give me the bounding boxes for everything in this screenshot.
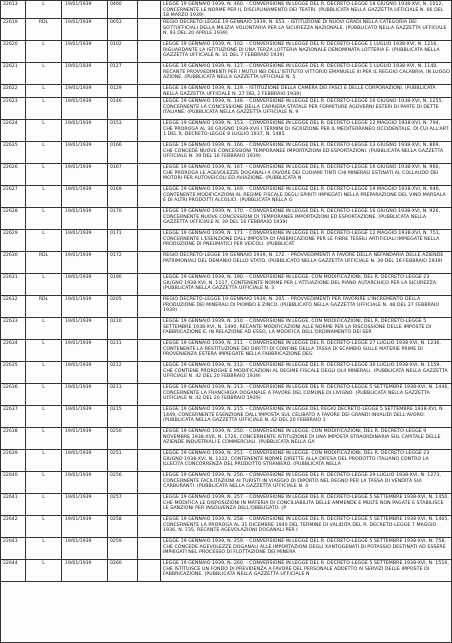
act-code: 0260 bbox=[108, 560, 138, 581]
act-code: 0213 bbox=[108, 384, 138, 405]
table-row bbox=[1, 98, 451, 120]
record-number: 22638 bbox=[1, 428, 26, 449]
blank-column bbox=[138, 494, 161, 515]
table-row bbox=[1, 494, 451, 516]
act-code: 0258 bbox=[108, 516, 138, 537]
table-row bbox=[1, 1, 451, 19]
record-number: 22642 bbox=[1, 516, 26, 537]
table-row bbox=[1, 472, 451, 494]
act-code: 0153 bbox=[108, 120, 138, 141]
act-description: LEGGE 19 GENNAIO 1939, N. 251. - CONVERSIONE IN LEGGE, CON MODIFICAZIONI, DEL R. DECRETO-LEGGE 23 GIUGNO 1938-XVI, N. 1112, CONTENENTE NORME DIRETTE ALLA DIFESA DEL PRODOTTO ITALIANO CONTRO LA ILLECITA CONCORRENZA DEL PRODOTTO STRANIERO. (PUBBLICATA NELLA bbox=[163, 451, 430, 467]
record-number: 22613 bbox=[1, 1, 26, 18]
table-row bbox=[1, 230, 451, 252]
record-number: 22630 bbox=[1, 252, 26, 273]
act-date: 19/01/1939 bbox=[62, 142, 108, 163]
act-type: RDL bbox=[26, 296, 62, 317]
act-type: L bbox=[26, 384, 62, 405]
blank-column bbox=[138, 472, 161, 493]
act-code: 0205 bbox=[108, 296, 138, 317]
blank-column bbox=[138, 208, 161, 229]
act-type: L bbox=[26, 164, 62, 185]
record-number: 22628 bbox=[1, 208, 26, 229]
table-row bbox=[1, 274, 451, 296]
act-type: L bbox=[26, 41, 62, 62]
table-row bbox=[1, 252, 451, 274]
act-code: 0129 bbox=[108, 85, 138, 97]
table-row bbox=[1, 142, 451, 164]
act-type: L bbox=[26, 318, 62, 339]
act-code: 0251 bbox=[108, 450, 138, 471]
act-description: LEGGE 19 GENNAIO 1939, N. 102. - CONVERSIONE IN LEGGE DEL R. DECRETO-LEGGE 1 LUGLIO 1938-XVI, N. 1216, RIGUARDANTE LA ISTITUZIONE DI UNA TERZA LOTTERIA NAZIONALE DENOMINATA LOTTERIA E. (PUBBLICATA NELLA GAZZETTA UFFICIALE N. 31 DEL 7 FEBBRAIO 1939) bbox=[163, 42, 440, 58]
act-type: L bbox=[26, 538, 62, 559]
act-date: 19/01/1939 bbox=[62, 538, 108, 559]
act-date: 19/01/1939 bbox=[62, 252, 108, 273]
act-type: L bbox=[26, 63, 62, 84]
blank-column bbox=[138, 274, 161, 295]
act-type: L bbox=[26, 85, 62, 97]
record-number: 22627 bbox=[1, 186, 26, 207]
table-row bbox=[1, 19, 451, 41]
blank-column bbox=[138, 296, 161, 317]
record-number: 22621 bbox=[1, 63, 26, 84]
act-description: LEGGE 19 GENNAIO 1939, N. 166. - CONVERSIONE IN LEGGE DEL R. DECRETO-LEGGE 13 GIUGNO 1938-XVI, N. 869, CHE CONCEDE NUOVE CONCESSIONI TEMPORANEE IMPORTAZIONI ED ESPORTAZIONI. (PUBBLICATA NELLA GAZZETTA UFFICIALE N. 39 DEL 16 FEBBRAIO 1939) bbox=[163, 143, 444, 159]
act-date: 19/01/1939 bbox=[62, 230, 108, 251]
act-date: 19/01/1939 bbox=[62, 63, 108, 84]
act-code: 0215 bbox=[108, 406, 138, 427]
record-number: 22637 bbox=[1, 406, 26, 427]
record-number: 22639 bbox=[1, 450, 26, 471]
blank-column bbox=[138, 538, 161, 559]
act-type: L bbox=[26, 450, 62, 471]
act-date: 19/01/1939 bbox=[62, 19, 108, 40]
act-date: 19/01/1939 bbox=[62, 164, 108, 185]
table-row bbox=[1, 120, 451, 142]
blank-column bbox=[138, 252, 161, 273]
act-code: 0212 bbox=[108, 362, 138, 383]
table-row bbox=[1, 318, 451, 340]
act-description: LEGGE 19 GENNAIO 1939, N. 167. - CONVERSIONE IN LEGGE DEL R. DECRETO-LEGGE 16 GIUGNO 1938-XVI, N. 960, CHE PROROGA LE AGEVOLEZZE DOGANALI A FAVORE DEI CUOIAMI TINTI CHI MINERALI ESTINATI AL COLLAUDO DEI MOTORI PER AUTOVEICOLI ED AVIAZIONE. (PUBBLICATA N bbox=[163, 165, 441, 181]
act-date: 19/01/1939 bbox=[62, 560, 108, 581]
act-date: 19/01/1939 bbox=[62, 85, 108, 97]
act-description: LEGGE 19 GENNAIO 1939, N. 146. - CONVERSIONE IN LEGGE DEL R. DECRETO-LEGGE 16 GIUGNO 1938-XVI, N. 1255, CONCERNENTE LA CONCESSIONE DELLA CARRIERA STATALE PER FORMITURE AGOVERNI ESTERI DI PARTE DI DETTE ITALIANE. (PUBBLICATA NELLA GAZZETTA UFFICIALE N. 9 bbox=[163, 99, 444, 115]
act-date: 19/01/1939 bbox=[62, 318, 108, 339]
table-row bbox=[1, 296, 451, 318]
act-code: 0460 bbox=[108, 1, 138, 18]
act-date: 19/01/1939 bbox=[62, 340, 108, 361]
act-date: 19/01/1939 bbox=[62, 406, 108, 427]
act-code: 0211 bbox=[108, 340, 138, 361]
act-date: 19/01/1939 bbox=[62, 362, 108, 383]
act-description: LEGGE 19 GENNAIO 1939, N. 170. - CONVERSIONE IN LEGGE DEL R. DECRETO-LEGGE 16 GIUGNO 1938-XVI, N. 926, CONCERNENTE NUOVE CONCESSIONI DI TEMPORANEE IMPORTAZIONI ED ESPORTAZIONE. (PUBBLICATA NELLA GAZZETTA UFFICIALE N. 39 DEL 16 FEBBRAIO 1939) bbox=[163, 209, 441, 225]
act-code: 0256 bbox=[108, 472, 138, 493]
act-description: LEGGE 19 GENNAIO 1939, N. 256. - CONVERSIONE IN LEGGE DEL R. DECRETO-LEGGE 29 LUGLIO 1938-XVI, N. 1273, CONCERNENTE FACILITAZIONI AI TURISTI IN VIAGGIO DI DIPORTO NEL REGNO PER LA TASSA DI VENDITA SUI CARBURANTI. (PUBBLICATA NELLA GAZZETTA UFFICIALE N. 4 bbox=[163, 473, 441, 489]
record-number: 22632 bbox=[1, 296, 26, 317]
act-type: L bbox=[26, 516, 62, 537]
act-date: 19/01/1939 bbox=[62, 274, 108, 295]
act-date: 19/01/1939 bbox=[62, 41, 108, 62]
blank-column bbox=[138, 85, 161, 97]
blank-column bbox=[138, 19, 161, 40]
act-code: 0171 bbox=[108, 230, 138, 251]
act-type: L bbox=[26, 494, 62, 515]
act-type: RDL bbox=[26, 252, 62, 273]
blank-column bbox=[138, 120, 161, 141]
table-row bbox=[1, 164, 451, 186]
record-number: 22641 bbox=[1, 494, 26, 515]
act-date: 19/01/1939 bbox=[62, 186, 108, 207]
act-code: 0259 bbox=[108, 538, 138, 559]
blank-column bbox=[138, 142, 161, 163]
blank-column bbox=[138, 186, 161, 207]
act-date: 19/01/1939 bbox=[62, 472, 108, 493]
act-description: LEGGE 19 GENNAIO 1939, N. 212. - CONVERSIONE IN LEGGE DEL R. DECRETO-LEGGE 30 LUGLIO 1938-XVI, N. 1159, CHE CONTIENE PROROGHE E MODIFICAZIONI AL REGIME FISCALE DEGLI OLII MINERALI. (PUBBLICATA NELLA GAZZETTA UFFICIALE N. 42 DEL 20 FEBBRAIO 1939) bbox=[163, 363, 448, 379]
act-code: 0166 bbox=[108, 142, 138, 163]
table-row bbox=[1, 384, 451, 406]
table-row bbox=[1, 428, 451, 450]
act-date: 19/01/1939 bbox=[62, 516, 108, 537]
act-code: 0210 bbox=[108, 318, 138, 339]
blank-column bbox=[138, 164, 161, 185]
record-number: 22622 bbox=[1, 85, 26, 97]
act-description: LEGGE 19 GENNAIO 1939, N. 260. - CONVERSIONE IN LEGGE DEL R. DECRETO-LEGGE 5 SETTEMBRE 1938-XVI, N. 1516, CHE ISTITUISCE UN FONDO DI PREVIDENZA A FAVORE DEL PERSONALE ADDETTO AI SERVIZI DELLE IMPOSTE DI FABBRICAZIONE. (PUBBLICATA NELLA GAZZETTA UFFICIALE N bbox=[163, 561, 449, 577]
act-description: LEGGE 19 GENNAIO 1939, N. 213. - CONVERSIONE IN LEGGE DEL R. DECRETO-LEGGE 5 SETTEMBRE 1938-XVI, N. 1446, CONCERNENTE LA FRANCHIGIA DOGANALE A FAVORE DEL COMUNE DI LIVIGNO. (PUBBLICATA NELLA GAZZETTA UFFICIALE N. 42 DEL 20 FEBBRAIO 1939) bbox=[163, 385, 449, 401]
table-row bbox=[1, 560, 451, 582]
act-date: 19/01/1939 bbox=[62, 98, 108, 119]
act-description: LEGGE 19 GENNAIO 1939, N. 250. - CONVERSIONE IN LEGGE, CON MODIFICAZIONI, DEL R. DECRETO-LEGGE 9 NOVEMBRE 1938-XVII, N. 1720, CONCERNENTE ISTITUZIONE DI UNA IMPOSTA STRAORDINARIA SUL CAPITALE DELLE AZIENDE INDUSTRIALI E COMMERCIALI. (PUBBLICATA NELLA GA bbox=[163, 429, 441, 445]
act-date: 19/01/1939 bbox=[62, 450, 108, 471]
table-row bbox=[1, 85, 451, 98]
act-description: LEGGE 19 GENNAIO 1939, N. 171. - CONVERSIONE IN LEGGE DEL R. DECRETO-LEGGE 12 MAGGIO 1938-XVI, N. 751, CONCERNENTE L'ESENZIONE DALL'IMPOSTA DI FABBRICAZIONE PER LE FIBRE TESSILI ARTIFICIALI IMPIEGATE NELLA PRODUZIONE DI PNEUMATICI PER VEICOLI. (PUBBLICAT bbox=[163, 231, 441, 247]
act-type: L bbox=[26, 274, 62, 295]
record-number: 22643 bbox=[1, 538, 26, 559]
act-type: L bbox=[26, 406, 62, 427]
act-type: L bbox=[26, 340, 62, 361]
act-date: 19/01/1939 bbox=[62, 120, 108, 141]
record-number: 22620 bbox=[1, 41, 26, 62]
record-number: 22624 bbox=[1, 120, 26, 141]
act-description: LEGGE 19 GENNAIO 1939, N. 257. - CONVERSIONE IN LEGGE DEL R. DECRETO-LEGGE 5 SETTEMBRE 1938-XVI, N. 1450, CHE MODIFICA LE DISPOSIZIONI IN MATERIA DI CONCILIABILITA DELLE AMMENDE E MULTE NON PAGATE E STABILISCE LE SANZIONI PER INSOLVENZA DELL'OBBLIGATO. (P bbox=[163, 495, 449, 511]
blank-column bbox=[138, 230, 161, 251]
act-code: 0170 bbox=[108, 208, 138, 229]
act-date: 19/01/1939 bbox=[62, 384, 108, 405]
act-type: RDL bbox=[26, 19, 62, 40]
table-row bbox=[1, 406, 451, 428]
blank-column bbox=[138, 98, 161, 119]
blank-column bbox=[138, 63, 161, 84]
blank-column bbox=[138, 41, 161, 62]
table-row bbox=[1, 208, 451, 230]
table-row bbox=[1, 186, 451, 208]
act-code: 0172 bbox=[108, 252, 138, 273]
act-description: REGIO DECRETO-LEGGE 19 GENNAIO 1939, N. 205. - PROVVEDIMENTI PER FAVORIRE L'INCREMENTO DELLA PRODUZIONE DEI MINERALI DI PIOMBO E ZINCO. (PUBBLICATO NELLA GAZZETTA UFFICIALE N. 48 DEL 27 FEBBRAIO 1939) bbox=[163, 297, 440, 313]
act-type: L bbox=[26, 208, 62, 229]
act-code: 0146 bbox=[108, 98, 138, 119]
table-row bbox=[1, 362, 451, 384]
blank-column bbox=[138, 362, 161, 383]
act-code: 0653 bbox=[108, 19, 138, 40]
record-number: 22633 bbox=[1, 318, 26, 339]
act-description: LEGGE 19 GENNAIO 1939, N. 460. - CONVERSIONE IN LEGGE DEL R. DECRETO-LEGGE 18 GIUGNO 1938-XVI, N. 1012, CONCERNENTE LE NORME PER IL DISCIPLINAMENTO DEI TEATRI. (PUBBLICATA NELLA GAZZETTA UFFICIALE N. 66 DEL 18 MARZO 1939) bbox=[163, 2, 444, 18]
act-type: L bbox=[26, 362, 62, 383]
act-code: 0250 bbox=[108, 428, 138, 449]
act-code: 0257 bbox=[108, 494, 138, 515]
record-number: 22629 bbox=[1, 230, 26, 251]
act-type: L bbox=[26, 98, 62, 119]
blank-column bbox=[138, 450, 161, 471]
blank-column bbox=[138, 428, 161, 449]
act-description: LEGGE 19 GENNAIO 1939, N. 153. - CONVERSIONE IN LEGGE DEL R. DECRETO-LEGGE 12 MAGGIO 1938-XVI, N. 794, CHE PROROGA AL 30 GIUGNO 1939-XVII I TERMINI DI ISCRIZIONE PER IL MEDITERRANEO OCCIDENTALE, DI CUI ALL'ART. 1 DEL R. DECRETO-LEGGE 8 LUGLIO 1937, N. 1485 bbox=[163, 121, 450, 137]
blank-column bbox=[138, 318, 161, 339]
record-number: 22634 bbox=[1, 340, 26, 361]
act-description: LEGGE 19 GENNAIO 1939, N. 129. - ISTITUZIONE DELLA CAMERA DEI FASCI E DELLE CORPORAZIONI. (PUBBLICATA NELLA GAZZETTA UFFICIALE N. 27 DEL 2 FEBBRAIO 1939) bbox=[163, 86, 436, 97]
record-number: 22644 bbox=[1, 560, 26, 581]
record-number: 22636 bbox=[1, 384, 26, 405]
act-type: L bbox=[26, 472, 62, 493]
act-description: LEGGE 19 GENNAIO 1939, N. 190. - CONVERSIONE IN LEGGE, CON MODIFICAZIONI, DEL R. DECRETO-LEGGE 23 GIUGNO 1938-XVI, N. 1117, CONTENENTE NORME PER L'ATTUAZIONE DEL PIANO AUTARCHICO PER LA SICUREZZA. (PUBBLICATA NELLA GAZZETTA UFFICIALE N. 3 bbox=[163, 275, 438, 291]
record-number: 22626 bbox=[1, 164, 26, 185]
act-code: 0102 bbox=[108, 41, 138, 62]
act-date: 19/01/1939 bbox=[62, 208, 108, 229]
blank-column bbox=[138, 340, 161, 361]
act-description: LEGGE 19 GENNAIO 1939, N. 215. - CONVERSIONE IN LEGGE DEL REGIO DECRETO-LEGGE 5 SETTEMBRE 1938-XVI, N. 1449, CONCERNENTE ESENZIONE DALL'IMPOSTA SUL CELIBATO A FAVORE DEI GRANDI INVALIDI DELL'AVORO. (PUBBLICATA NELLA GAZZETTA UFFICIALE N. 42 DEL 20 FEBBRAIO 1 bbox=[163, 407, 445, 423]
table-row bbox=[1, 450, 451, 472]
record-number: 22623 bbox=[1, 98, 26, 119]
act-code: 0167 bbox=[108, 164, 138, 185]
record-number: 22631 bbox=[1, 274, 26, 295]
act-description: LEGGE 19 GENNAIO 1939, N. 210. - CONVERSIONE IN LEGGE, CON MODIFICAZIONI, DEL R. DECRETO-LEGGE 5 SETTEMBRE 1938-XVI, N. 1490, RECANTE MODIFICAZIONI ALLE NORME PER LA RISCOSSIONE DELLE IMPOSTE DI FABBRICAZIONE E, IN RELAZIONE AD ESSO, LA MODIFICA DELL'ORDINAMENTO DEI SER bbox=[163, 319, 432, 335]
table-row bbox=[1, 41, 451, 63]
act-type: L bbox=[26, 1, 62, 18]
act-description: LEGGE 19 GENNAIO 1939, N. 211. - CONVERSIONE IN LEGGE DEL R. DECRETO-LEGGE 27 LUGLIO 1938-XVI, N. 1236, CONTENENTE LA RESTITUZIONE DEI DIRITTI DI CONFINE DELLA TASSA DI SCAMBIO SULLE MATERIE PRIME DI PROVENIENZA ESTERA IMPIEGATE NELLA FABBRICAZIONE DEG bbox=[163, 341, 441, 357]
act-date: 19/01/1939 bbox=[62, 494, 108, 515]
act-type: L bbox=[26, 428, 62, 449]
blank-column bbox=[138, 516, 161, 537]
act-description: REGIO DECRETO-LEGGE 19 GENNAIO 1939, N. 653. - ISTITUZIONE DI NUOVI GRADI NELLA CATEGORIA DEI SOTTUFFICIALI DELLA MILIZIA VOLONTARIA PER LA SICUREZZA NAZIONALE. (PUBBLICATO NELLA GAZZETTA UFFICIALE N. 93 DEL 20 APRILE 1939) bbox=[163, 20, 447, 36]
act-date: 19/01/1939 bbox=[62, 296, 108, 317]
act-date: 19/01/1939 bbox=[62, 428, 108, 449]
act-code: 0190 bbox=[108, 274, 138, 295]
record-number: 22635 bbox=[1, 362, 26, 383]
act-type: L bbox=[26, 186, 62, 207]
act-description: LEGGE 19 GENNAIO 1939, N. 259. - CONVERSIONE IN LEGGE DEL R. DECRETO-LEGGE 5 SETTEMBRE 1938-XVI, N. 758, CHE CONCEDE AGEVOLEZZE DOGANALI ALLE IMPORTAZIONI DEGLI XANTOGENATI DI POTASSIO DESTINATI AD ESSERE IMPIEGATI NEL PROCESSO DI FLOTTAZIONE DEI MINERA bbox=[163, 539, 446, 555]
blank-column bbox=[138, 406, 161, 427]
blank-column bbox=[138, 1, 161, 18]
act-description: REGIO DECRETO-LEGGE 19 GENNAIO 1939, N. 172. - PROVVEDIMENTI A FAVORE DELLA NEFANDARIA DELLE AZIENDE PATRIMONIALI DEL DEMANIO DELLO STATO. (PUBBLICATO NELLA GAZZETTA UFFICIALE N. 39 DEL 16 FEBBRAIO 1939) bbox=[163, 253, 444, 264]
record-number: 22619 bbox=[1, 19, 26, 40]
record-number: 22625 bbox=[1, 142, 26, 163]
act-code: 0169 bbox=[108, 186, 138, 207]
blank-column bbox=[138, 384, 161, 405]
act-description: LEGGE 19 GENNAIO 1939, N. 169. - CONVERSIONE IN LEGGE DEL R. DECRETO-LEGGE 19 MAGGIO 1938-XVI, N. 946, CONTENENTE MODIFICAZIONI AL REGIME FISCALE DEGLI SPIRITI IMPIEGATI NELLA PREPARAZIONE DEL VINO MARSALA E DI ALTRI PRODOTTI ALCOLICI. (PUBBLICATA NELLA G bbox=[163, 187, 446, 203]
record-number: 22640 bbox=[1, 472, 26, 493]
act-code: 0127 bbox=[108, 63, 138, 84]
act-description: LEGGE 19 GENNAIO 1939, N. 127. - CONVERSIONE IN LEGGE DEL R. DECRETO-LEGGE 1 LUGLIO 1938-XVI, N. 1140, RECANTE PROVVEDIMENTI PER I MUTUI NEI DELL'ISTITUTO VITTORIO EMANUELE III PER IL REGGIO CALABRIA, IN LUOGO AZIONE. (PUBBLICATA NELLA GAZZETTA UFFICIALE N. 5 bbox=[163, 64, 450, 80]
act-date: 19/01/1939 bbox=[62, 1, 108, 18]
act-type: L bbox=[26, 120, 62, 141]
table-row bbox=[1, 538, 451, 560]
act-type: L bbox=[26, 230, 62, 251]
table-row bbox=[1, 516, 451, 538]
table-row bbox=[1, 340, 451, 362]
act-type: L bbox=[26, 560, 62, 581]
act-type: L bbox=[26, 142, 62, 163]
blank-column bbox=[138, 560, 161, 581]
table-row bbox=[1, 63, 451, 85]
act-description: LEGGE 19 GENNAIO 1939, N. 258. - CONVERSIONE IN LEGGE DEL R. DECRETO-LEGGE 5 SETTEMBRE 1938-XVI, N. 1465, CONCERNENTE LA PROROGA AL 31 DICEMBRE 1940 DEL TERMINE DI VALIDITA DEL R. DECRETO-LEGGE 7 MAGGIO 1936, N. 735, RECANTE AGEVOLAZIONI DOGANALI PER I bbox=[163, 517, 449, 533]
